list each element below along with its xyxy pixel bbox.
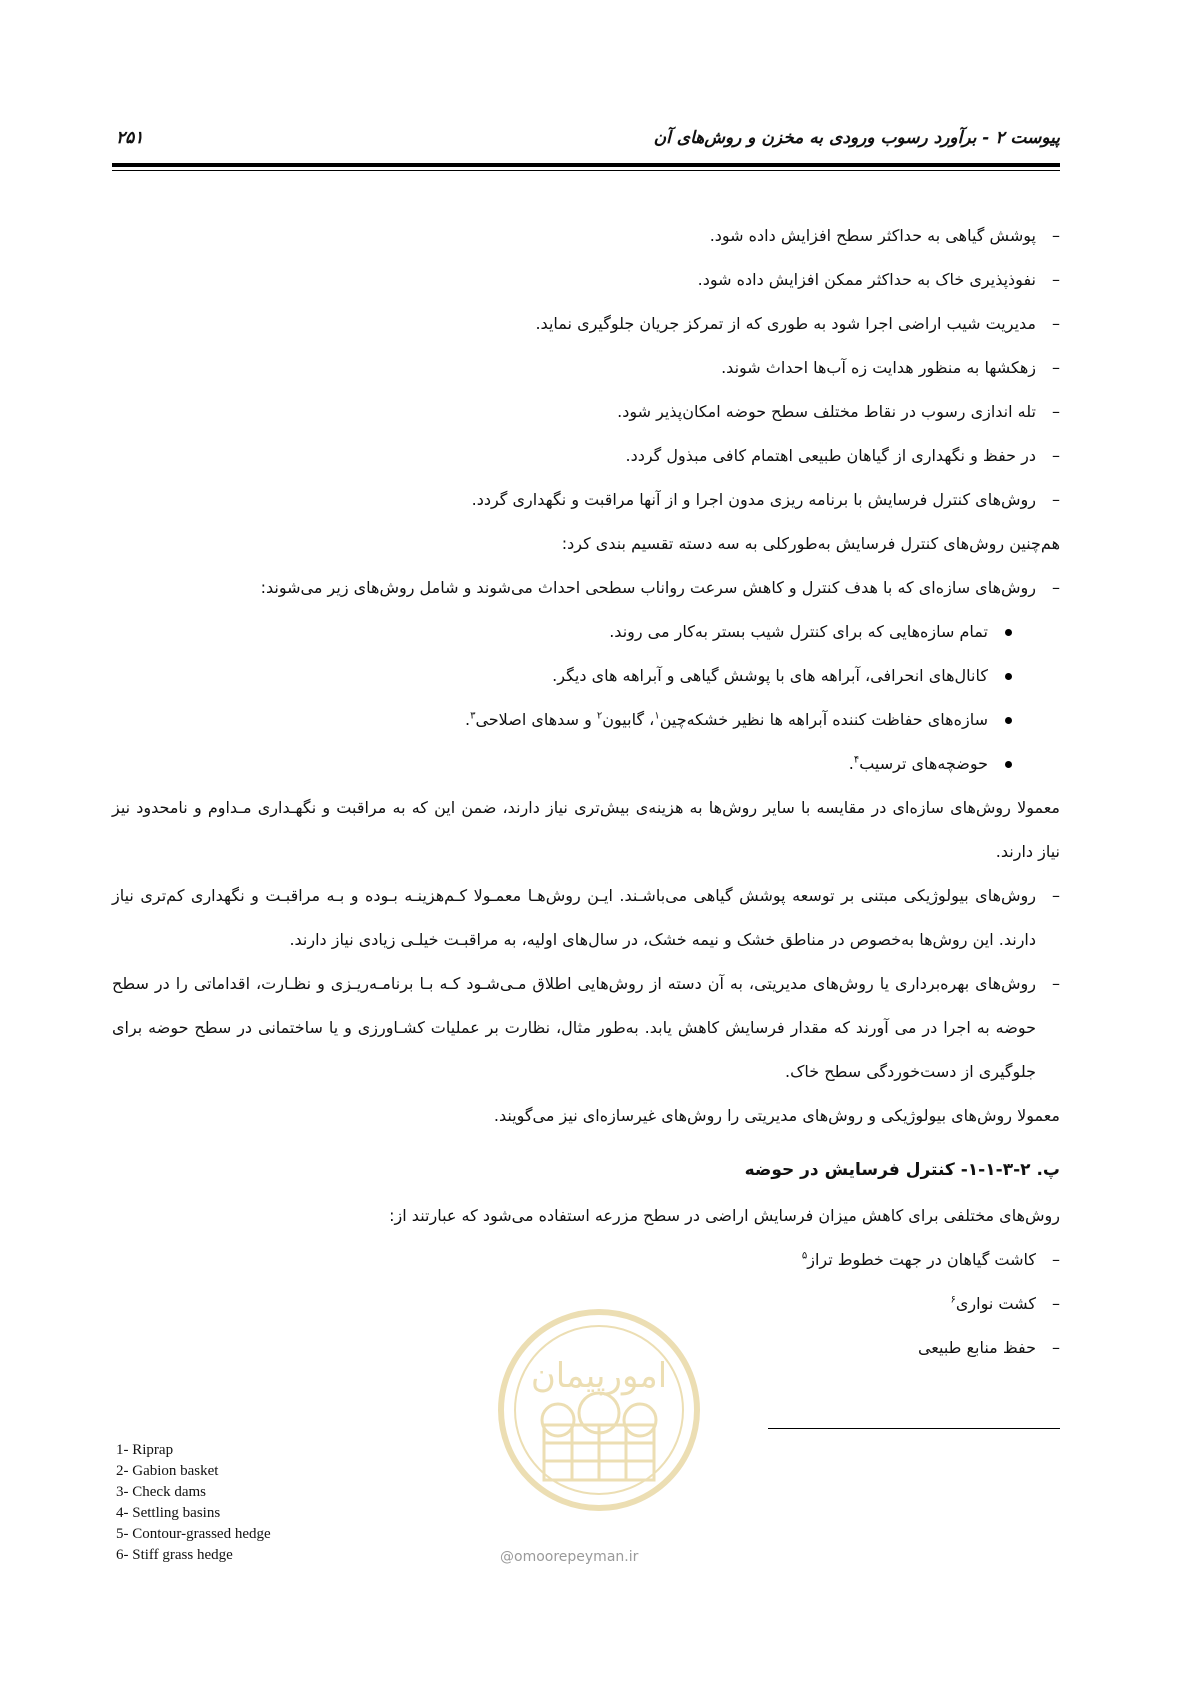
bullet-dot	[1005, 761, 1012, 768]
list-item: – مدیریت شیب اراضی اجرا شود به طوری که از تمرکز جریان جلوگیری نماید.	[112, 302, 1060, 346]
footnote: 4- Settling basins	[116, 1505, 221, 1521]
watermark-logo	[494, 1295, 704, 1565]
bullet-dot	[1005, 717, 1012, 724]
main-text	[112, 214, 1060, 1370]
watermark-url: @omoorepeyman.ir	[500, 1549, 639, 1565]
header-rule-thin	[112, 170, 1060, 171]
footnote: 1- Riprap	[116, 1442, 174, 1458]
footnote: 3- Check dams	[116, 1484, 206, 1500]
footnotes	[116, 1440, 271, 1566]
footnote-ref: ۵	[801, 1250, 808, 1262]
paragraph: معمولا روش‌های بیولوژیکی و روش‌های مدیریتی را روش‌های غیرسازه‌ای نیز می‌گویند.	[493, 1106, 1060, 1125]
biological-methods-item: – روش‌های بیولوژیکی مبتنی بر توسعه پوشش گیاهی می‌باشـند. ایـن روش‌هـا معمـولا کـم‌هزینـه بـوده و بـه مراقبـت و نگهداری کم‌تری نیاز دارند. این روش‌ها به‌خصوص در مناطق خشک و نیمه خشک، در سال‌های اولیه، به مراقبـت خیلـی زیادی نیاز دارند.	[112, 874, 1060, 962]
paragraph: معمولا روش‌های سازه‌ای در مقایسه با سایر روش‌ها به هزینه‌ی بیش‌تری نیاز دارند، ضمن این که به مراقبت و نگهـداری مـداوم و نامحدود نیز نیاز دارند.	[112, 798, 1060, 861]
list-item: – پوشش گیاهی به حداکثر سطح افزایش داده شود.	[112, 214, 1060, 258]
management-methods-item: – روش‌های بهره‌برداری یا روش‌های مدیریتی، به آن دسته از روش‌هایی اطلاق مـی‌شـود کـه بـا برنامـه‌ریـزی و نظـارت، اقداماتی را در سطح حوضه به اجرا در می آورند که مقدار فرسایش کاهش یابد. به‌طور مثال، نظارت بر عملیات کشـاورزی و یا ساختمانی در سطح حوضه برای جلوگیری از دست‌خوردگی سطح خاک.	[112, 962, 1060, 1094]
list-item: – نفوذپذیری خاک به حداکثر ممکن افزایش داده شود.	[112, 258, 1060, 302]
structural-methods-item: – روش‌های سازه‌ای که با هدف کنترل و کاهش سرعت رواناب سطحی احداث می‌شوند و شامل روش‌های زیر می‌شوند:	[112, 566, 1060, 610]
section-heading: پ. ۲-۳-۱-۱- کنترل فرسایش در حوضه	[744, 1160, 1060, 1180]
header-rule-thick	[112, 163, 1060, 167]
section-intro: روش‌های مختلفی برای کاهش میزان فرسایش اراضی در سطح مزرعه استفاده می‌شود که عبارتند از:	[389, 1206, 1060, 1225]
footnote: 5- Contour-grassed hedge	[116, 1526, 271, 1542]
running-title: پیوست ۲ - برآورد رسوب ورودی به مخزن و روش‌های آن	[653, 128, 1060, 148]
footnote-ref: ۳	[470, 710, 476, 722]
list-item: – در حفظ و نگهداری از گیاهان طبیعی اهتمام کافی مبذول گردد.	[112, 434, 1060, 478]
list-item: – تله اندازی رسوب در نقاط مختلف سطح حوضه امکان‌پذیر شود.	[112, 390, 1060, 434]
list-item: – زهکشها به منظور هدایت زه آب‌ها احداث شوند.	[112, 346, 1060, 390]
bullet-item: حوضچه‌های ترسیب$^۴$.	[112, 742, 1060, 786]
footnote: 2- Gabion basket	[116, 1463, 219, 1479]
bullet-item: کانال‌های انحرافی، آبراهه های با پوشش گیاهی و آبراهه های دیگر.	[112, 654, 1060, 698]
bullet-dot	[1005, 629, 1012, 636]
list-item: – حفظ منابع طبیعی	[112, 1326, 1060, 1370]
svg-text:امورپیمان: امورپیمان	[530, 1356, 668, 1396]
bullet-item: سازه‌های حفاظت کننده آبراهه ها نظیر خشکه‌چین$^۱$، گابیون$^۲$ و سدهای اصلاحی$^۳$.	[112, 698, 1060, 742]
footnote-ref: ۶	[950, 1294, 956, 1306]
page-number: ۲۵۱	[116, 128, 144, 148]
list-item: – کشت نواری$^۶$	[112, 1282, 1060, 1326]
footnote-ref: ۱	[654, 710, 660, 722]
list-item: – کاشت گیاهان در جهت خطوط تراز$^۵$	[112, 1238, 1060, 1282]
intro-paragraph: هم‌چنین روش‌های کنترل فرسایش به‌طورکلی به سه دسته تقسیم بندی کرد:	[561, 534, 1060, 553]
page-header	[112, 128, 1060, 162]
bullet-dot	[1005, 673, 1012, 680]
footnote: 6- Stiff grass hedge	[116, 1547, 233, 1563]
list-item: – روش‌های کنترل فرسایش با برنامه ریزی مدون اجرا و از آنها مراقبت و نگهداری گردد.	[112, 478, 1060, 522]
footnote-ref: ۲	[596, 710, 603, 722]
footnote-separator	[768, 1428, 1060, 1429]
footnote-ref: ۴	[853, 754, 860, 766]
bullet-item: تمام سازه‌هایی که برای کنترل شیب بستر به‌کار می روند.	[112, 610, 1060, 654]
